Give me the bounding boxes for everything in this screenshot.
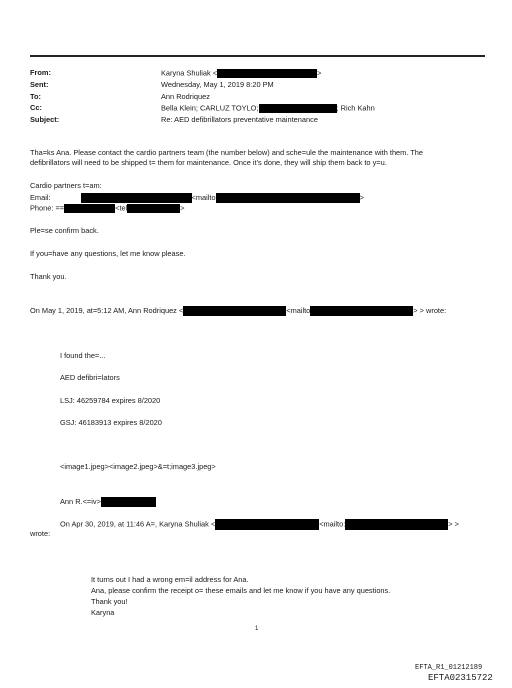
sent-value: Wednesday, May 1, 2019 8:20 PM (161, 80, 274, 89)
redaction-block (217, 69, 317, 78)
redaction-block (215, 519, 319, 530)
to-value: Ann Rodriquez (161, 92, 210, 101)
quote-wrote: wrote: (30, 529, 51, 538)
quote-intro-line: On Apr 30, 2019, at 11:46 A=, Karyna Shuliak < <mailto: > > (60, 519, 459, 529)
nested-quote-line: Thank you! (91, 597, 128, 606)
redaction-block (345, 519, 448, 530)
quoted-line: GSJ: 46183913 expires 8/2020 (60, 418, 162, 427)
to-label: To: (30, 92, 41, 101)
from-name: Karyna Shuliak < (161, 68, 218, 78)
sent-label: Sent: (30, 80, 49, 89)
redaction-block (259, 104, 337, 113)
thanks-line: Thank you. (30, 272, 67, 281)
redaction-block (127, 204, 180, 213)
nested-quote-line: It turns out I had a wrong em=il address for Ana. (91, 575, 249, 584)
cc-label: Cc: (30, 103, 42, 112)
subject-value: Re: AED defibrillators preventative maintenance (161, 115, 318, 124)
quoted-signature: Ann R.<=iv> (60, 497, 156, 507)
confirm-line: Ple=se confirm back. (30, 226, 99, 235)
subject-label: Subject: (30, 115, 60, 124)
redaction-block (81, 193, 192, 203)
phone-line: Phone: == <tel > (30, 203, 185, 213)
body-paragraph-line: defibrillators will need to be shipped t= them for maintenance. Once it's done, they will ship them back to y=u. (30, 158, 387, 167)
quoted-line: <image1.jpeg><image2.jpeg>&=t;image3.jpeg> (60, 462, 216, 471)
bates-number-secondary: EFTA02315722 (428, 673, 493, 683)
header-rule (30, 55, 485, 57)
quote-intro-line: On May 1, 2019, at=5:12 AM, Ann Rodriquez < <mailto > > wrote: (30, 305, 447, 315)
cc-value: Bella Klein; CARLUZ TOYLO; ; Rich Kahn (161, 103, 375, 113)
questions-line: If you=have any questions, let me know please. (30, 249, 186, 258)
nested-quote-line: Karyna (91, 608, 115, 617)
page-number: 1 (255, 626, 259, 632)
redaction-block (216, 193, 360, 203)
team-heading: Cardio partners t=am: (30, 181, 102, 190)
redaction-block (101, 497, 156, 507)
quoted-line: LSJ: 46259784 expires 8/2020 (60, 396, 161, 405)
email-line: Email: <mailto > (30, 192, 364, 202)
body-paragraph-line: Tha=ks Ana. Please contact the cardio partners team (the number below) and sche=ule the maintenance with them. The (30, 148, 424, 157)
redaction-block (183, 306, 286, 316)
redaction-block (310, 306, 413, 316)
quoted-line: I found the=... (60, 351, 106, 360)
from-value: Karyna Shuliak < > (161, 68, 322, 78)
quoted-line: AED defibri=lators (60, 373, 120, 382)
bates-number-primary: EFTA_R1_01212189 (415, 664, 483, 672)
redaction-block (64, 204, 115, 213)
from-label: From: (30, 68, 51, 77)
nested-quote-line: Ana, please confirm the receipt o= these emails and let me know if you have any questions. (91, 586, 391, 595)
